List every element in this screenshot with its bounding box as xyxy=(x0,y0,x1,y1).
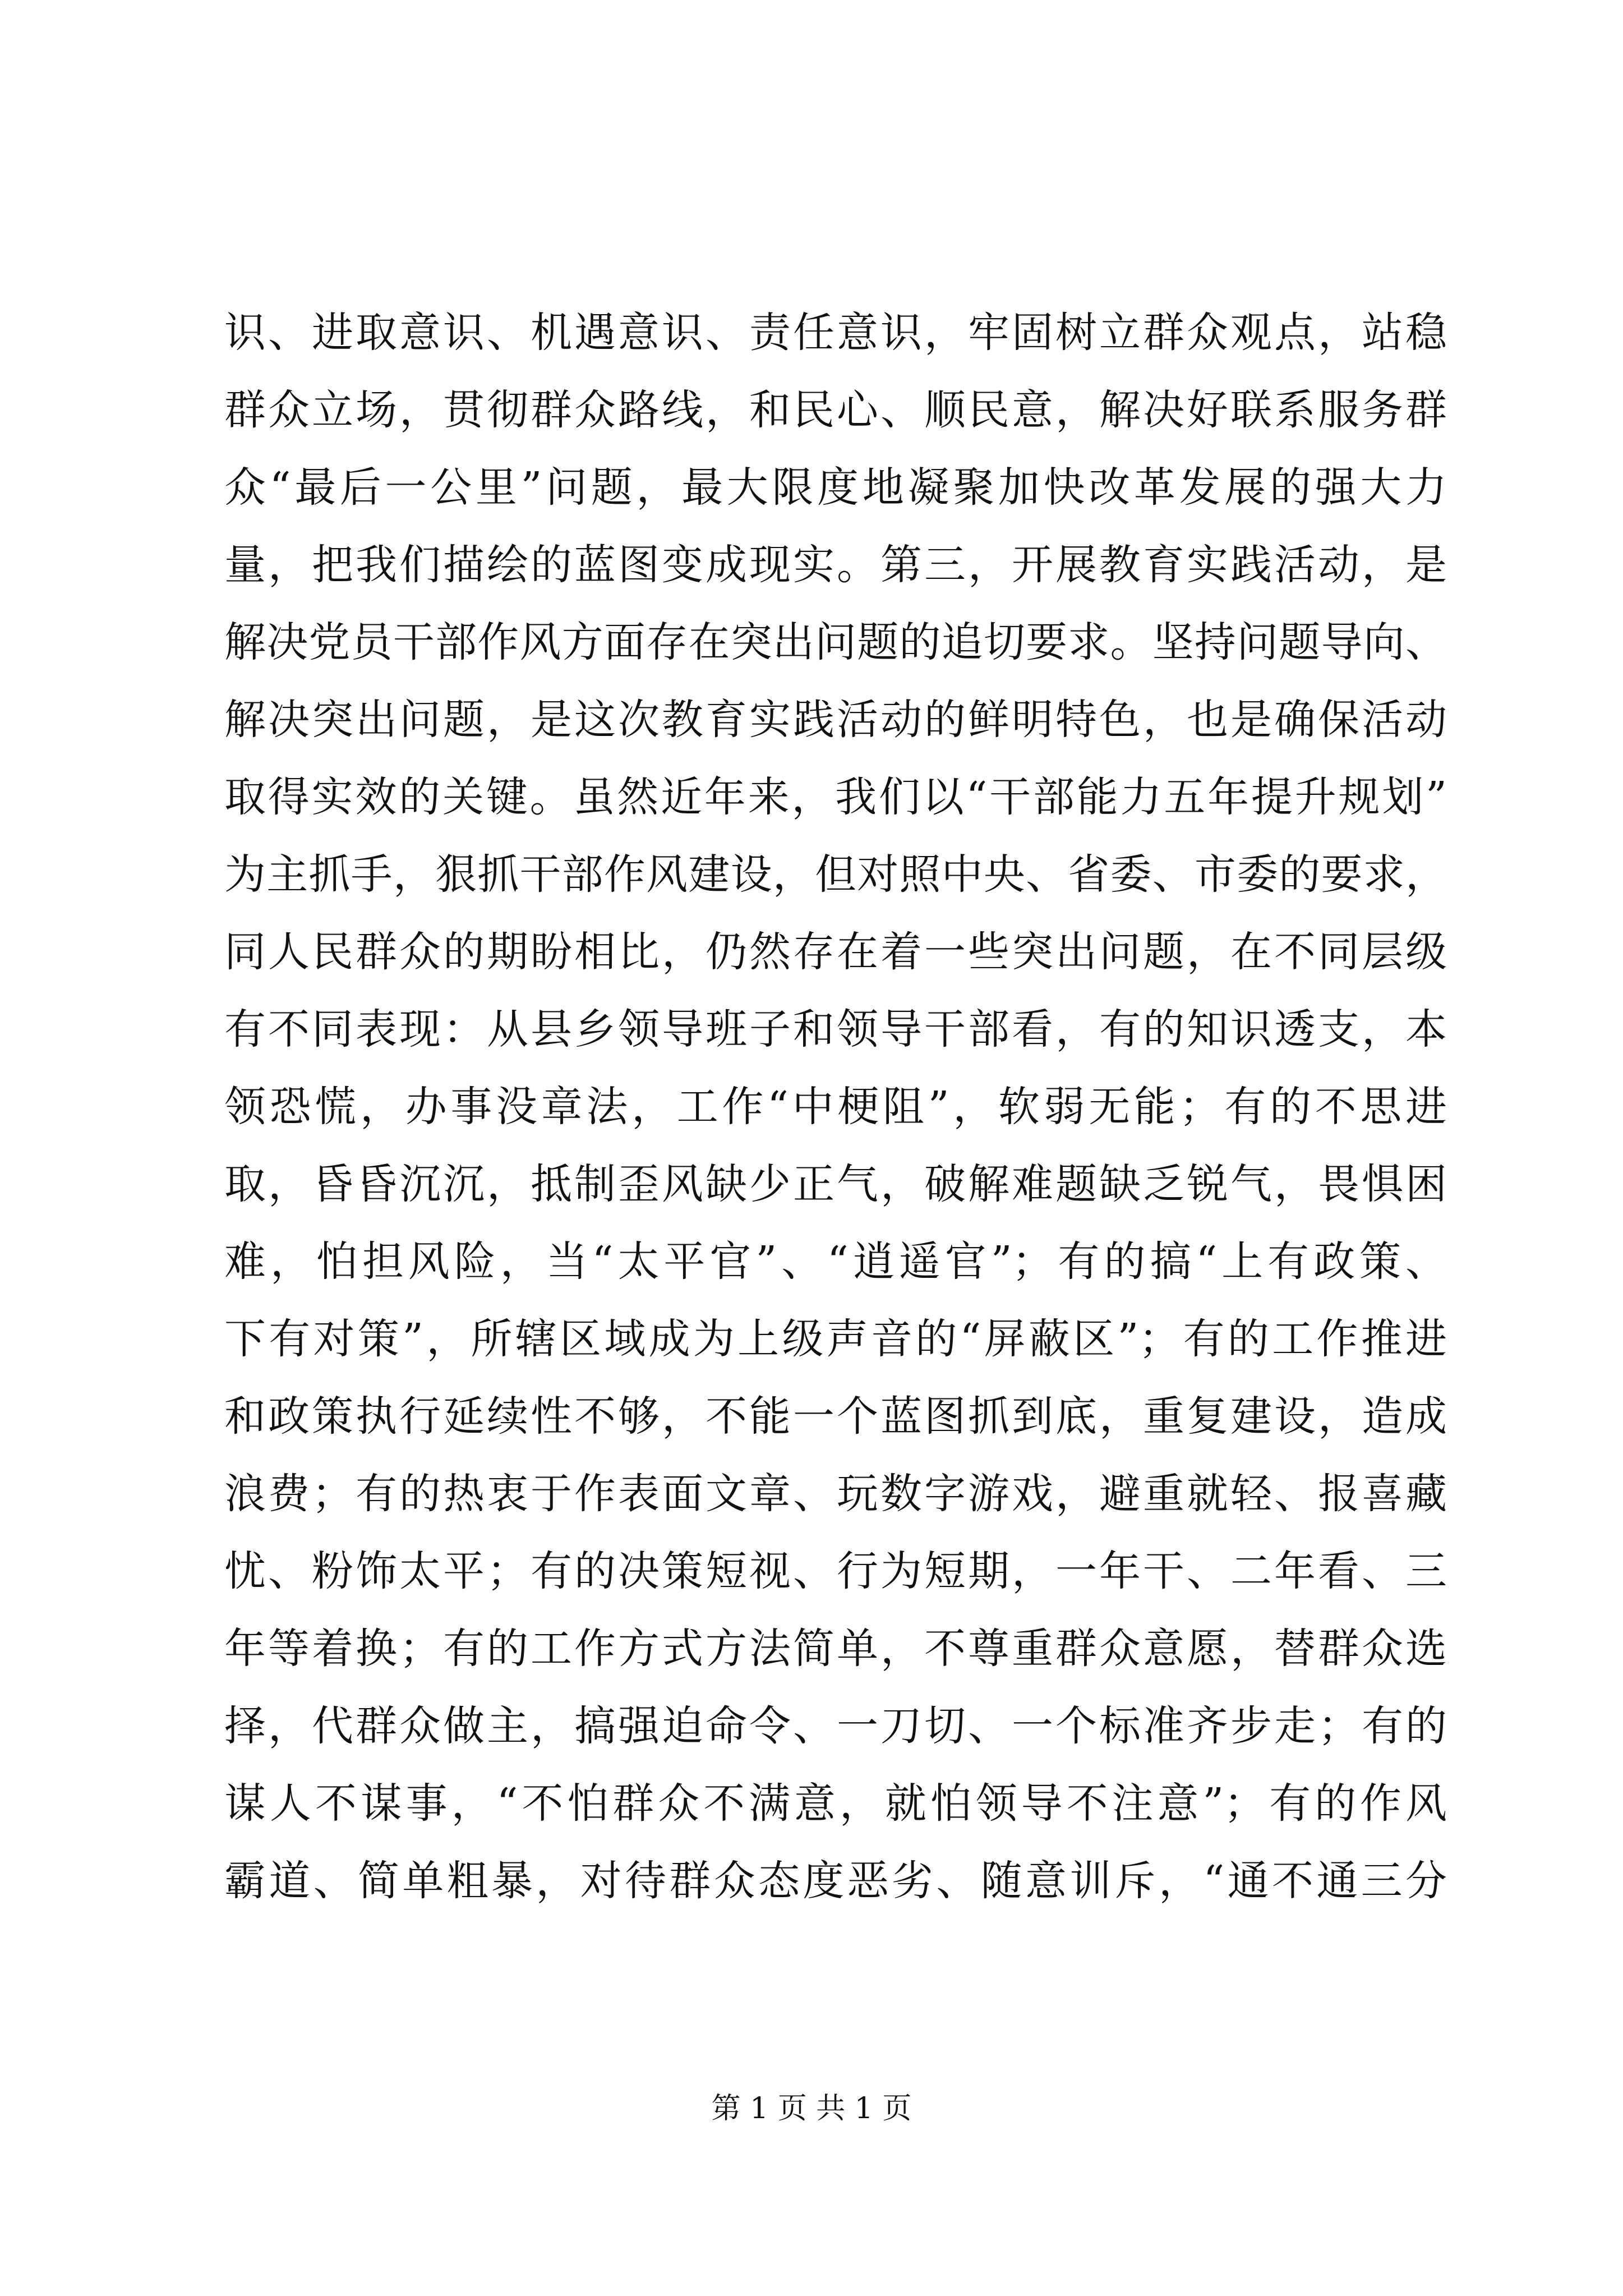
body-text xyxy=(224,294,1447,1920)
text-line-15: 和政策执行延续性不够，不能一个蓝图抓到底，重复建设，造成 xyxy=(224,1392,1447,1441)
text-line-20: 谋人不谋事，“不怕群众不满意，就怕领导不注意”；有的作风 xyxy=(224,1779,1447,1828)
text-line-12: 取，昏昏沉沉，抵制歪风缺少正气，破解难题缺乏锐气，畏惧困 xyxy=(224,1160,1447,1208)
text-line-18: 年等着换；有的工作方式方法简单，不尊重群众意愿，替群众选 xyxy=(224,1625,1447,1673)
text-line-19: 择，代群众做主，搞强迫命令、一刀切、一个标准齐步走；有的 xyxy=(224,1702,1447,1750)
text-line-14: 下有对策”，所辖区域成为上级声音的“屏蔽区”；有的工作推进 xyxy=(224,1315,1447,1363)
text-line-17: 忧、粉饰太平；有的决策短视、行为短期，一年干、二年看、三 xyxy=(224,1547,1447,1595)
text-line-5: 解决党员干部作风方面存在突出问题的追切要求。坚持问题导向、 xyxy=(224,618,1447,666)
text-line-16: 浪费；有的热衷于作表面文章、玩数字游戏，避重就轻、报喜藏 xyxy=(224,1470,1447,1518)
text-line-1: 识、进取意识、机遇意识、责任意识，牢固树立群众观点，站稳 xyxy=(224,309,1447,357)
text-line-3: 众“最后一公里”问题，最大限度地凝聚加快改革发展的强大力 xyxy=(224,463,1447,512)
text-line-4: 量，把我们描绘的蓝图变成现实。第三，开展教育实践活动，是 xyxy=(224,541,1447,589)
text-line-9: 同人民群众的期盼相比，仍然存在着一些突出问题，在不同层级 xyxy=(224,928,1447,976)
text-line-11: 领恐慌，办事没章法，工作“中梗阻”，软弱无能；有的不思进 xyxy=(224,1083,1447,1131)
text-line-13: 难，怕担风险，当“太平官”、“逍遥官”；有的搞“上有政策、 xyxy=(224,1237,1447,1286)
text-line-10: 有不同表现：从县乡领导班子和领导干部看，有的知识透支，本 xyxy=(224,1005,1447,1053)
page-number-footer: 第 1 页 共 1 页 xyxy=(711,2092,912,2125)
text-line-2: 群众立场，贯彻群众路线，和民心、顺民意，解决好联系服务群 xyxy=(224,386,1447,434)
text-line-8: 为主抓手，狠抓干部作风建设，但对照中央、省委、市委的要求， xyxy=(224,850,1447,899)
text-line-7: 取得实效的关键。虽然近年来，我们以“干部能力五年提升规划” xyxy=(224,773,1447,821)
text-line-6: 解决突出问题，是这次教育实践活动的鲜明特色，也是确保活动 xyxy=(224,696,1447,744)
text-line-21: 霸道、简单粗暴，对待群众态度恶劣、随意训斥，“通不通三分 xyxy=(224,1857,1447,1905)
